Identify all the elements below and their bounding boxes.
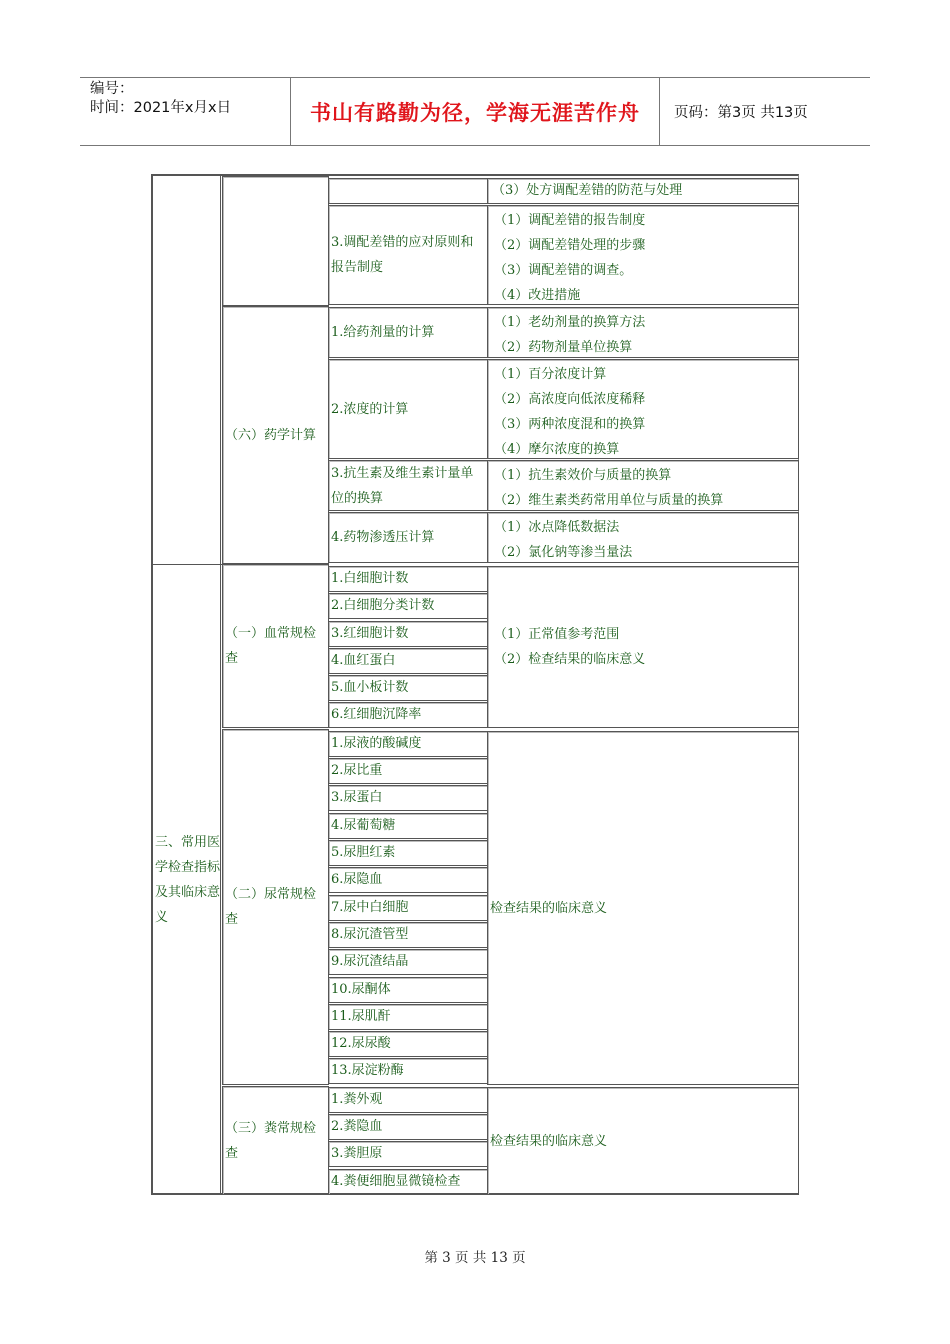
test-item: 8.尿沉渣管型 bbox=[328, 922, 489, 948]
detail-item: （1）抗生素效价与质量的换算 bbox=[494, 468, 672, 483]
detail-item: （1）百分浓度计算 bbox=[494, 367, 607, 382]
test-item: 3.红细胞计数 bbox=[328, 621, 489, 647]
section-urine-routine: （二）尿常规检查 bbox=[222, 729, 329, 1085]
detail-item: （4）改进措施 bbox=[494, 288, 581, 303]
test-item: 3.粪胆原 bbox=[328, 1141, 489, 1167]
test-item: 10.尿酮体 bbox=[328, 977, 489, 1003]
detail-item: （2）药物剂量单位换算 bbox=[494, 340, 633, 355]
test-item: 4.尿葡萄糖 bbox=[328, 813, 489, 839]
detail-list bbox=[487, 460, 799, 511]
syllabus-table bbox=[151, 174, 799, 1195]
detail-item: （3）调配差错的调查。 bbox=[494, 263, 633, 278]
topic-cell: 4.药物渗透压计算 bbox=[328, 512, 489, 563]
section-stool-routine: （三）粪常规检查 bbox=[222, 1086, 329, 1195]
detail-cell: 检查结果的临床意义 bbox=[487, 731, 799, 1085]
test-item: 7.尿中白细胞 bbox=[328, 895, 489, 921]
detail-item: （2）检查结果的临床意义 bbox=[494, 652, 646, 667]
doc-time-label: 时间：2021年x月x日 bbox=[90, 100, 232, 116]
detail-list bbox=[487, 205, 799, 305]
detail-item: （2）高浓度向低浓度稀释 bbox=[494, 392, 646, 407]
test-item: 4.血红蛋白 bbox=[328, 648, 489, 674]
test-item: 1.尿液的酸碱度 bbox=[328, 731, 489, 757]
test-item: 1.粪外观 bbox=[328, 1087, 489, 1113]
page-header bbox=[80, 77, 870, 146]
test-item: 2.白细胞分类计数 bbox=[328, 593, 489, 619]
detail-item: （2）调配差错处理的步骤 bbox=[494, 238, 646, 253]
test-item: 2.粪隐血 bbox=[328, 1114, 489, 1140]
topic-cell: 3.抗生素及维生素计量单位的换算 bbox=[328, 460, 489, 511]
page-footer: 第 3 页 共 13 页 bbox=[424, 1250, 526, 1266]
detail-item: （3）两种浓度混和的换算 bbox=[494, 417, 646, 432]
test-item: 5.血小板计数 bbox=[328, 675, 489, 701]
part3-title: 三、常用医学检查指标及其临床意义 bbox=[155, 834, 221, 925]
detail-item: （1）冰点降低数据法 bbox=[494, 520, 620, 535]
header-meta bbox=[80, 78, 291, 145]
detail-item: （1）调配差错的报告制度 bbox=[494, 213, 646, 228]
detail-item: （1）老幼剂量的换算方法 bbox=[494, 315, 646, 330]
header-page-label: 页码：第3页 共13页 bbox=[674, 105, 808, 121]
test-item: 2.尿比重 bbox=[328, 758, 489, 784]
detail-list bbox=[487, 307, 799, 358]
detail-list bbox=[487, 512, 799, 563]
detail-cell: （3）处方调配差错的防范与处理 bbox=[487, 178, 799, 204]
section-pharmacy-calc: （六）药学计算 bbox=[222, 306, 329, 564]
test-item: 12.尿尿酸 bbox=[328, 1031, 489, 1057]
detail-item: （1）正常值参考范围 bbox=[494, 627, 620, 642]
header-motto: 书山有路勤为径，学海无涯苦作舟 bbox=[291, 78, 660, 145]
detail-list bbox=[487, 359, 799, 459]
topic-cell: 2.浓度的计算 bbox=[328, 359, 489, 459]
test-item: 9.尿沉渣结晶 bbox=[328, 949, 489, 975]
doc-number-label: 编号： bbox=[90, 81, 134, 97]
topic-cell: 1.给药剂量的计算 bbox=[328, 307, 489, 358]
test-item: 11.尿肌酐 bbox=[328, 1004, 489, 1030]
test-item: 5.尿胆红素 bbox=[328, 840, 489, 866]
topic-cell-empty bbox=[328, 178, 489, 204]
detail-list bbox=[487, 566, 799, 728]
test-item: 13.尿淀粉酶 bbox=[328, 1058, 489, 1084]
test-item: 3.尿蛋白 bbox=[328, 785, 489, 811]
detail-item: （2）维生素类药常用单位与质量的换算 bbox=[494, 493, 724, 508]
detail-item: （2）氯化钠等渗当量法 bbox=[494, 545, 633, 560]
test-item: 6.红细胞沉降率 bbox=[328, 702, 489, 728]
test-item: 6.尿隐血 bbox=[328, 867, 489, 893]
section-blood-routine: （一）血常规检查 bbox=[222, 564, 329, 728]
topic-cell: 3.调配差错的应对原则和报告制度 bbox=[328, 205, 489, 305]
detail-cell: 检查结果的临床意义 bbox=[487, 1087, 799, 1195]
test-item: 4.粪便细胞显微镜检查 bbox=[328, 1169, 489, 1195]
detail-item: （4）摩尔浓度的换算 bbox=[494, 442, 620, 457]
section-prev bbox=[222, 176, 329, 306]
test-item: 1.白细胞计数 bbox=[328, 566, 489, 592]
